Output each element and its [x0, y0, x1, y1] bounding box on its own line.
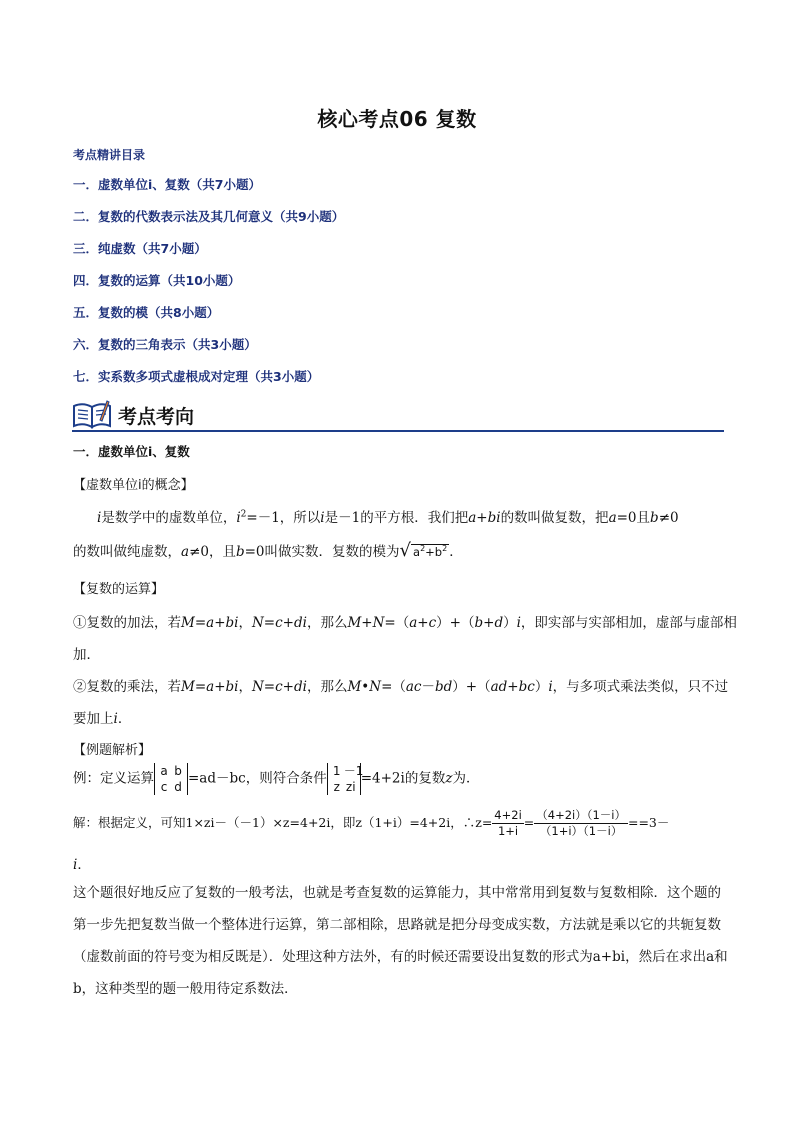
banner-label: 考点考向: [118, 406, 195, 428]
ops-line-2b: 要加上i．: [73, 711, 132, 727]
toc-item[interactable]: 四．复数的运算（共10小题）: [73, 273, 241, 288]
ops-heading: 【复数的运算】: [73, 582, 165, 597]
toc-item[interactable]: 七．实系数多项式虚根成对定理（共3小题）: [73, 369, 320, 384]
concept-line-1: i是数学中的虚数单位，$i^2=-1$，所以i是－1的平方根．我们把a+bi的数叫做复数，把a=0且b≠0: [97, 509, 679, 526]
example-heading: 【例题解析】: [73, 743, 152, 758]
determinant-z: 1 －1 z zi: [327, 763, 361, 795]
ops-line-1b: 加．: [73, 647, 100, 663]
page-title: 核心考点06 复数: [317, 107, 477, 131]
ops-line-2: ②复数的乘法，若M=a+bi，N=c+di，那么M•N=（ac－bd）+（ad+bc）i，与多项式乘法类似，只不过: [73, 679, 729, 695]
concept-heading: 【虚数单位i的概念】: [73, 478, 194, 493]
toc-list: [73, 176, 344, 400]
toc-item[interactable]: 二．复数的代数表示法及其几何意义（共9小题）: [73, 209, 345, 224]
ops-line-1: ①复数的加法，若M=a+bi，N=c+di，那么M+N=（a+c）+（b+d）i，即实部与实部相加，虚部与虚部相: [73, 615, 737, 631]
determinant-abcd: a b c d: [154, 763, 188, 795]
toc-heading: 考点精讲目录: [73, 148, 146, 162]
solution-line-2: i．: [73, 857, 91, 873]
modulus-sqrt: √ $a^2+b^2$: [399, 540, 448, 561]
banner-divider: [72, 430, 724, 432]
open-book-icon: [72, 398, 112, 430]
example-line: 例：定义运算 a b c d=ad－bc，则符合条件 1 －1 z zi=4+2i的复数z为．: [73, 764, 480, 794]
comment-paragraph: 这个题很好地反应了复数的一般考法，也就是考查复数的运算能力，其中常常用到复数与复数相除．这个题的第一步先把复数当做一个整体进行运算，第二部相除，思路就是把分母变成实数，方法就是乘以它的共轭复数（虚数前面的符号变为相反既是）．处理这种方法外，有的时候还需要设出复数的形式为a+bi，然后在求出a和b，这种类型的题一般用待定系数法．: [73, 885, 728, 997]
toc-item[interactable]: 三．纯虚数（共7小题）: [73, 241, 207, 256]
fraction-1: $\frac{4+2i}{1+i}$: [494, 808, 522, 838]
section-title: 一．虚数单位i、复数: [73, 444, 190, 459]
toc-item[interactable]: 一．虚数单位i、复数（共7小题）: [73, 177, 261, 192]
solution-line: 解：根据定义，可知1×zi－（－1）×z=4+2i，即z（1+i）=4+2i，∴z= $\frac{4+2i}{1+i}$ = $\frac{(4+2i)(1-i)}{(1+i)(1-i)}$ ==3－: [73, 808, 670, 838]
fraction-2: $\frac{(4+2i)(1-i)}{(1+i)(1-i)}$: [536, 808, 626, 838]
concept-line-2: 的数叫做纯虚数，a≠0，且b=0叫做实数．复数的模为√ $a^2+b^2$ ．: [73, 540, 463, 561]
toc-item[interactable]: 五．复数的模（共8小题）: [73, 305, 220, 320]
toc-item[interactable]: 六．复数的三角表示（共3小题）: [73, 337, 257, 352]
section-banner: [72, 396, 724, 434]
